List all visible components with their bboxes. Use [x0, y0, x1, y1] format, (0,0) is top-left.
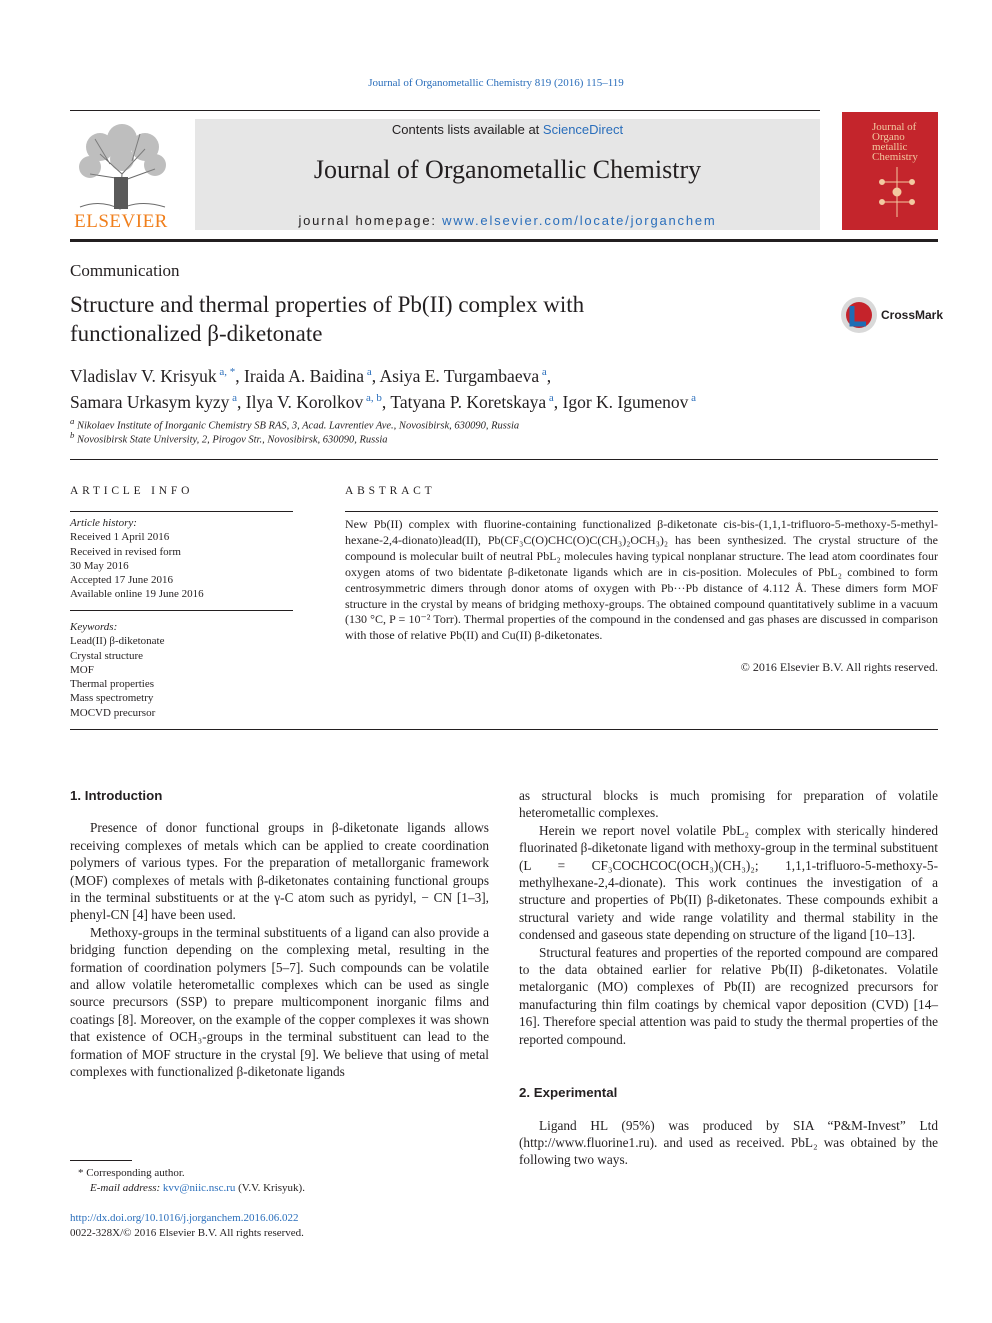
abstract-rule: [345, 511, 938, 512]
intro-paragraph-4: Herein we report novel volatile PbL₂ complex with sterically hindered fluorinated β-diketonate ligand with methoxy-group in the terminal substituent (L = CF₃COCHCOC(OCH₃)(CH₃)₂; 1,1,1-trifluoro-5-methoxy-5-methylhexane-2,4-dionate). This work continues the investigation of a structure and properties of Pb(II) β-diketonates. These compounds exhibit a structural variety and wide range volatility and thermal stability in the condensed and gaseous state depending on structure of the ligand [10–13].: [519, 822, 938, 943]
header-divider: [70, 110, 820, 111]
homepage-link[interactable]: www.elsevier.com/locate/jorganchem: [442, 213, 717, 228]
article-info-heading: ARTICLE INFO: [70, 485, 194, 497]
intro-paragraph-2: Methoxy-groups in the terminal substituents of a ligand can also provide a bridging function depending on the complexing metal, resulting in the formation of coordination polymers [5–7]. Such compounds can be volatile and allow volatile heterometallic complexes which can be used as single source precursors (SSP) to prepare multicomponent inorganic films and coatings [8]. Moreover, on the example of the copper complexes it was shown that existence of OCH₃-groups in the terminal substituent can lead to the formation of MOF structure in the crystal [9]. We believe that using of metal complexes with functionalized β-diketonate ligands: [70, 924, 489, 1080]
keyword-item: MOF: [70, 663, 94, 676]
crossmark-badge[interactable]: [840, 296, 944, 336]
article-history: [70, 516, 293, 602]
article-info-rule: [70, 511, 293, 512]
abstract-copyright: © 2016 Elsevier B.V. All rights reserved.: [740, 660, 938, 674]
author-affil-mark[interactable]: a: [229, 391, 238, 404]
email-suffix: (V.V. Krisyuk).: [235, 1182, 305, 1194]
author-line-2: [70, 387, 930, 413]
author-name[interactable]: Samara Urkasym kyzy: [70, 391, 230, 412]
keyword-item: Lead(II) β-diketonate: [70, 635, 165, 648]
author-affil-mark[interactable]: a, *: [216, 366, 236, 378]
history-item: Received 1 April 2016: [70, 531, 170, 544]
experimental-paragraph-1: Ligand HL (95%) was produced by SIA “P&M-Invest” Ltd (http://www.fluorine1.ru). and used as received. PbL₂ was obtained by the following two ways.: [519, 1117, 938, 1168]
affiliation-mark: a: [70, 416, 75, 426]
sciencedirect-link[interactable]: ScienceDirect: [542, 122, 624, 137]
title-line-2: functionalized β-diketonate: [70, 321, 323, 346]
article-type: Communication: [70, 261, 180, 280]
author-name[interactable]: Vladislav V. Krisyuk: [70, 365, 217, 386]
keywords-label: Keywords:: [70, 621, 118, 633]
journal-name: Journal of Organometallic Chemistry: [313, 155, 702, 184]
email-link[interactable]: kvv@niic.nsc.ru: [162, 1182, 236, 1194]
elsevier-logo: [70, 119, 172, 230]
title-line-1: Structure and thermal properties of Pb(II) complex with: [70, 292, 585, 317]
author-name[interactable]: Igor K. Igumenov: [562, 391, 689, 412]
history-item: 30 May 2016: [70, 559, 129, 572]
history-item: Received in revised form: [70, 545, 181, 558]
journal-cover[interactable]: [842, 112, 938, 230]
right-column: [519, 787, 938, 1169]
crossmark-icon: [840, 296, 878, 334]
author-list: [70, 361, 930, 413]
author-separator: ,: [553, 391, 563, 412]
author-affil-mark[interactable]: a: [539, 366, 547, 378]
author-name[interactable]: Asiya E. Turgambaeva: [379, 365, 540, 386]
author-name[interactable]: Iraida A. Baidina: [244, 365, 365, 386]
issn-line: 0022-328X/© 2016 Elsevier B.V. All rights reserved.: [70, 1227, 304, 1239]
keywords-block: [70, 620, 293, 720]
affiliation-text: Novosibirsk State University, 2, Pirogov Str., Novosibirsk, 630090, Russia: [77, 434, 388, 446]
journal-homepage: [195, 213, 820, 228]
author-separator: ,: [546, 365, 552, 386]
abstract-text: New Pb(II) complex with fluorine-containing functionalized β-diketonate cis-bis-(1,1,1-trifluoro-5-methoxy-5-methyl-hexane-2,4-dionato)lead(II), Pb(CF₃C(O)CHC(O)C(CH₃)₂OCH₃)₂ has been synthesized. The crystal structure of the compound is molecular built of neutral PbL₂ molecules having typical nonplanar structure. The lead atom coordinates four oxygen atoms of two bidentate β-diketonate ligands which are in cis-position. Molecules of PbL₂ combined to form centrosymmetric dimers through donor atoms of oxygen with Pb···Pb distance of 4.112 Å. These dimers form MOF structure in the crystal by means of bridging methoxy-groups. The obtained compound quantitatively sublime in a vacuum (130 °C, P = 10⁻² Torr). Thermal properties of the compound in the condensed and gas phases are discussed in comparison with those of relative Pb(II) and Cu(II) β-diketonates.: [345, 517, 938, 643]
author-affil-mark[interactable]: a: [688, 391, 697, 404]
keyword-item: MOCVD precursor: [70, 706, 156, 719]
author-separator: ,: [235, 365, 245, 386]
author-name[interactable]: Tatyana P. Koretskaya: [390, 391, 547, 412]
intro-paragraph-5: Structural features and properties of the reported compound are compared to the data obtained earlier for relative Pb(II) β-diketonates. Volatile metalorganic (MO) complexes of Pb(II) are recognized precursors for manufacturing thin film coatings by chemical vapor deposition (CVD) [14–16]. Therefore special attention was paid to study the thermal properties of the reported compound.: [519, 944, 938, 1047]
affiliation-b: [70, 430, 388, 446]
affiliation-text: Nikolaev Institute of Inorganic Chemistry SB RAS, 3, Acad. Lavrentiev Ave., Novosibirsk, 630090, Russia: [77, 420, 520, 432]
footnote-rule: [70, 1160, 132, 1161]
author-line-1: [70, 361, 930, 387]
left-column: [70, 787, 489, 1081]
keyword-item: Crystal structure: [70, 649, 144, 662]
keywords-rule: [70, 610, 293, 611]
history-item: Accepted 17 June 2016: [70, 574, 173, 587]
article-title: [70, 290, 770, 348]
cover-title: Journal of Organo metallic Chemistry: [872, 121, 918, 163]
doi-link[interactable]: http://dx.doi.org/10.1016/j.jorganchem.2016.06.022: [70, 1212, 299, 1224]
experimental-heading: 2. Experimental: [519, 1085, 618, 1101]
author-separator: ,: [237, 391, 246, 412]
crossmark-label: CrossMark: [881, 308, 944, 322]
author-affil-mark[interactable]: a, b: [363, 391, 382, 404]
keyword-item: Thermal properties: [70, 678, 154, 691]
author-affil-mark[interactable]: a: [546, 391, 554, 404]
email-label: E-mail address:: [90, 1182, 163, 1194]
affiliation-divider: [70, 459, 938, 460]
affiliation-mark: b: [70, 430, 75, 440]
abstract-bottom-rule: [70, 729, 938, 730]
author-affil-mark[interactable]: a: [364, 366, 372, 378]
keyword-item: Mass spectrometry: [70, 692, 154, 705]
contents-prefix: Contents lists available at: [391, 122, 543, 137]
history-label: Article history:: [70, 517, 137, 529]
header-thick-rule: [70, 239, 938, 242]
corresponding-note: * Corresponding author.: [78, 1167, 185, 1179]
author-separator: ,: [381, 391, 391, 412]
publisher-name: ELSEVIER: [74, 211, 168, 232]
journal-citation[interactable]: Journal of Organometallic Chemistry 819 (2016) 115–119: [368, 77, 624, 89]
introduction-heading: 1. Introduction: [70, 788, 163, 803]
author-separator: ,: [371, 365, 380, 386]
homepage-prefix: journal homepage:: [298, 213, 443, 228]
intro-paragraph-1: Presence of donor functional groups in β-diketonate ligands allows receiving complexes of metals which can be applied to create coordination polymers of various types. For the preparation of metallorganic framework (MOF) complexes of metals with β-diketonates containing functional groups in the terminal substituents or at the γ-C atom such as pyridyl, − CN [1–3], phenyl-CN [4] have been used.: [70, 820, 489, 923]
intro-paragraph-3: as structural blocks is much promising for preparation of volatile heterometallic complexes.: [519, 788, 938, 821]
abstract-heading: ABSTRACT: [345, 485, 436, 497]
cover-molecule-icon: [872, 162, 922, 222]
contents-line: [195, 122, 820, 137]
history-item: Available online 19 June 2016: [70, 588, 204, 601]
author-name[interactable]: Ilya V. Korolkov: [245, 391, 364, 412]
email-note: [90, 1181, 305, 1196]
